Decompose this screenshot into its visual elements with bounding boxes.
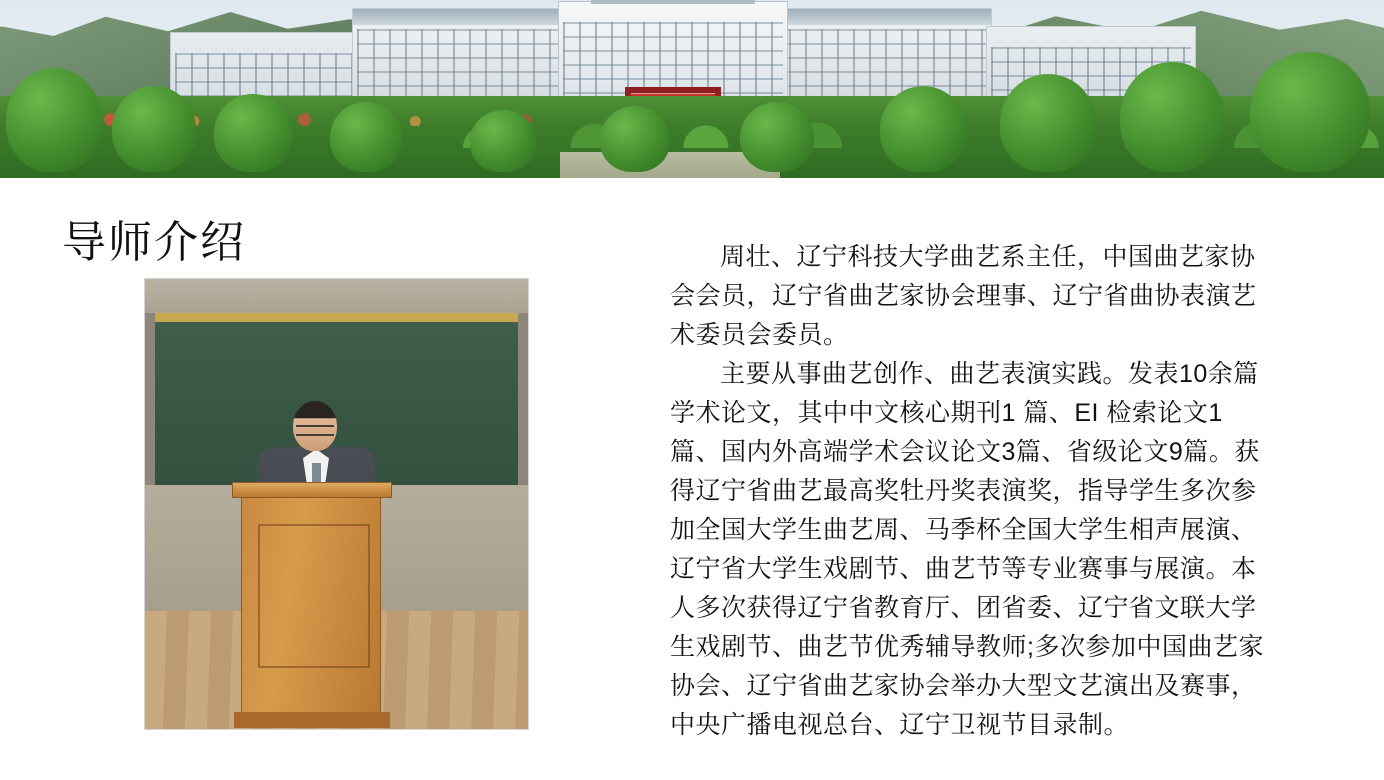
- bio-paragraph: 周壮、辽宁科技大学曲艺系主任，中国曲艺家协会会员，辽宁省曲艺家协会理事、辽宁省曲协表演艺术委员会委员。: [670, 243, 1257, 349]
- photo-podium-base: [234, 712, 390, 728]
- banner-tree: [1120, 62, 1224, 172]
- banner-tree: [330, 102, 402, 172]
- banner-tree: [600, 106, 670, 172]
- banner-tree: [740, 102, 814, 172]
- photo-podium-panel: [258, 524, 370, 668]
- page-title: 导师介绍: [62, 218, 246, 267]
- banner-tree: [880, 86, 966, 172]
- banner-tree: [214, 94, 292, 172]
- glasses-icon: [296, 425, 334, 436]
- instructor-portrait-photo: [144, 278, 529, 730]
- banner-tree: [1250, 52, 1370, 172]
- instructor-bio: [670, 238, 1270, 745]
- banner-tree: [1000, 74, 1096, 172]
- banner-tree: [112, 86, 196, 172]
- banner-tree: [470, 110, 536, 172]
- photo-podium-top: [232, 482, 392, 498]
- campus-banner-image: [0, 0, 1384, 178]
- banner-tree: [6, 68, 102, 172]
- slide-content: [0, 178, 1384, 780]
- bio-paragraph: 主要从事曲艺创作、曲艺表演实践。发表10余篇学术论文，其中中文核心期刊1 篇、EI 检索论文1篇、国内外高端学术会议论文3篇、省级论文9篇。获得辽宁省曲艺最高奖牡丹奖表演奖，指导学生多次参加全国大学生曲艺周、马季杯全国大学生相声展演、辽宁省大学生戏剧节、曲艺节等专业赛事与展演。本人多次获得辽宁省教育厅、团省委、辽宁省文联大学生戏剧节、曲艺节优秀辅导教师;多次参加中国曲艺家协会、辽宁省曲艺家协会举办大型文艺演出及赛事，中央广播电视总台、辽宁卫视节目录制。: [670, 360, 1264, 739]
- photo-podium: [241, 493, 381, 723]
